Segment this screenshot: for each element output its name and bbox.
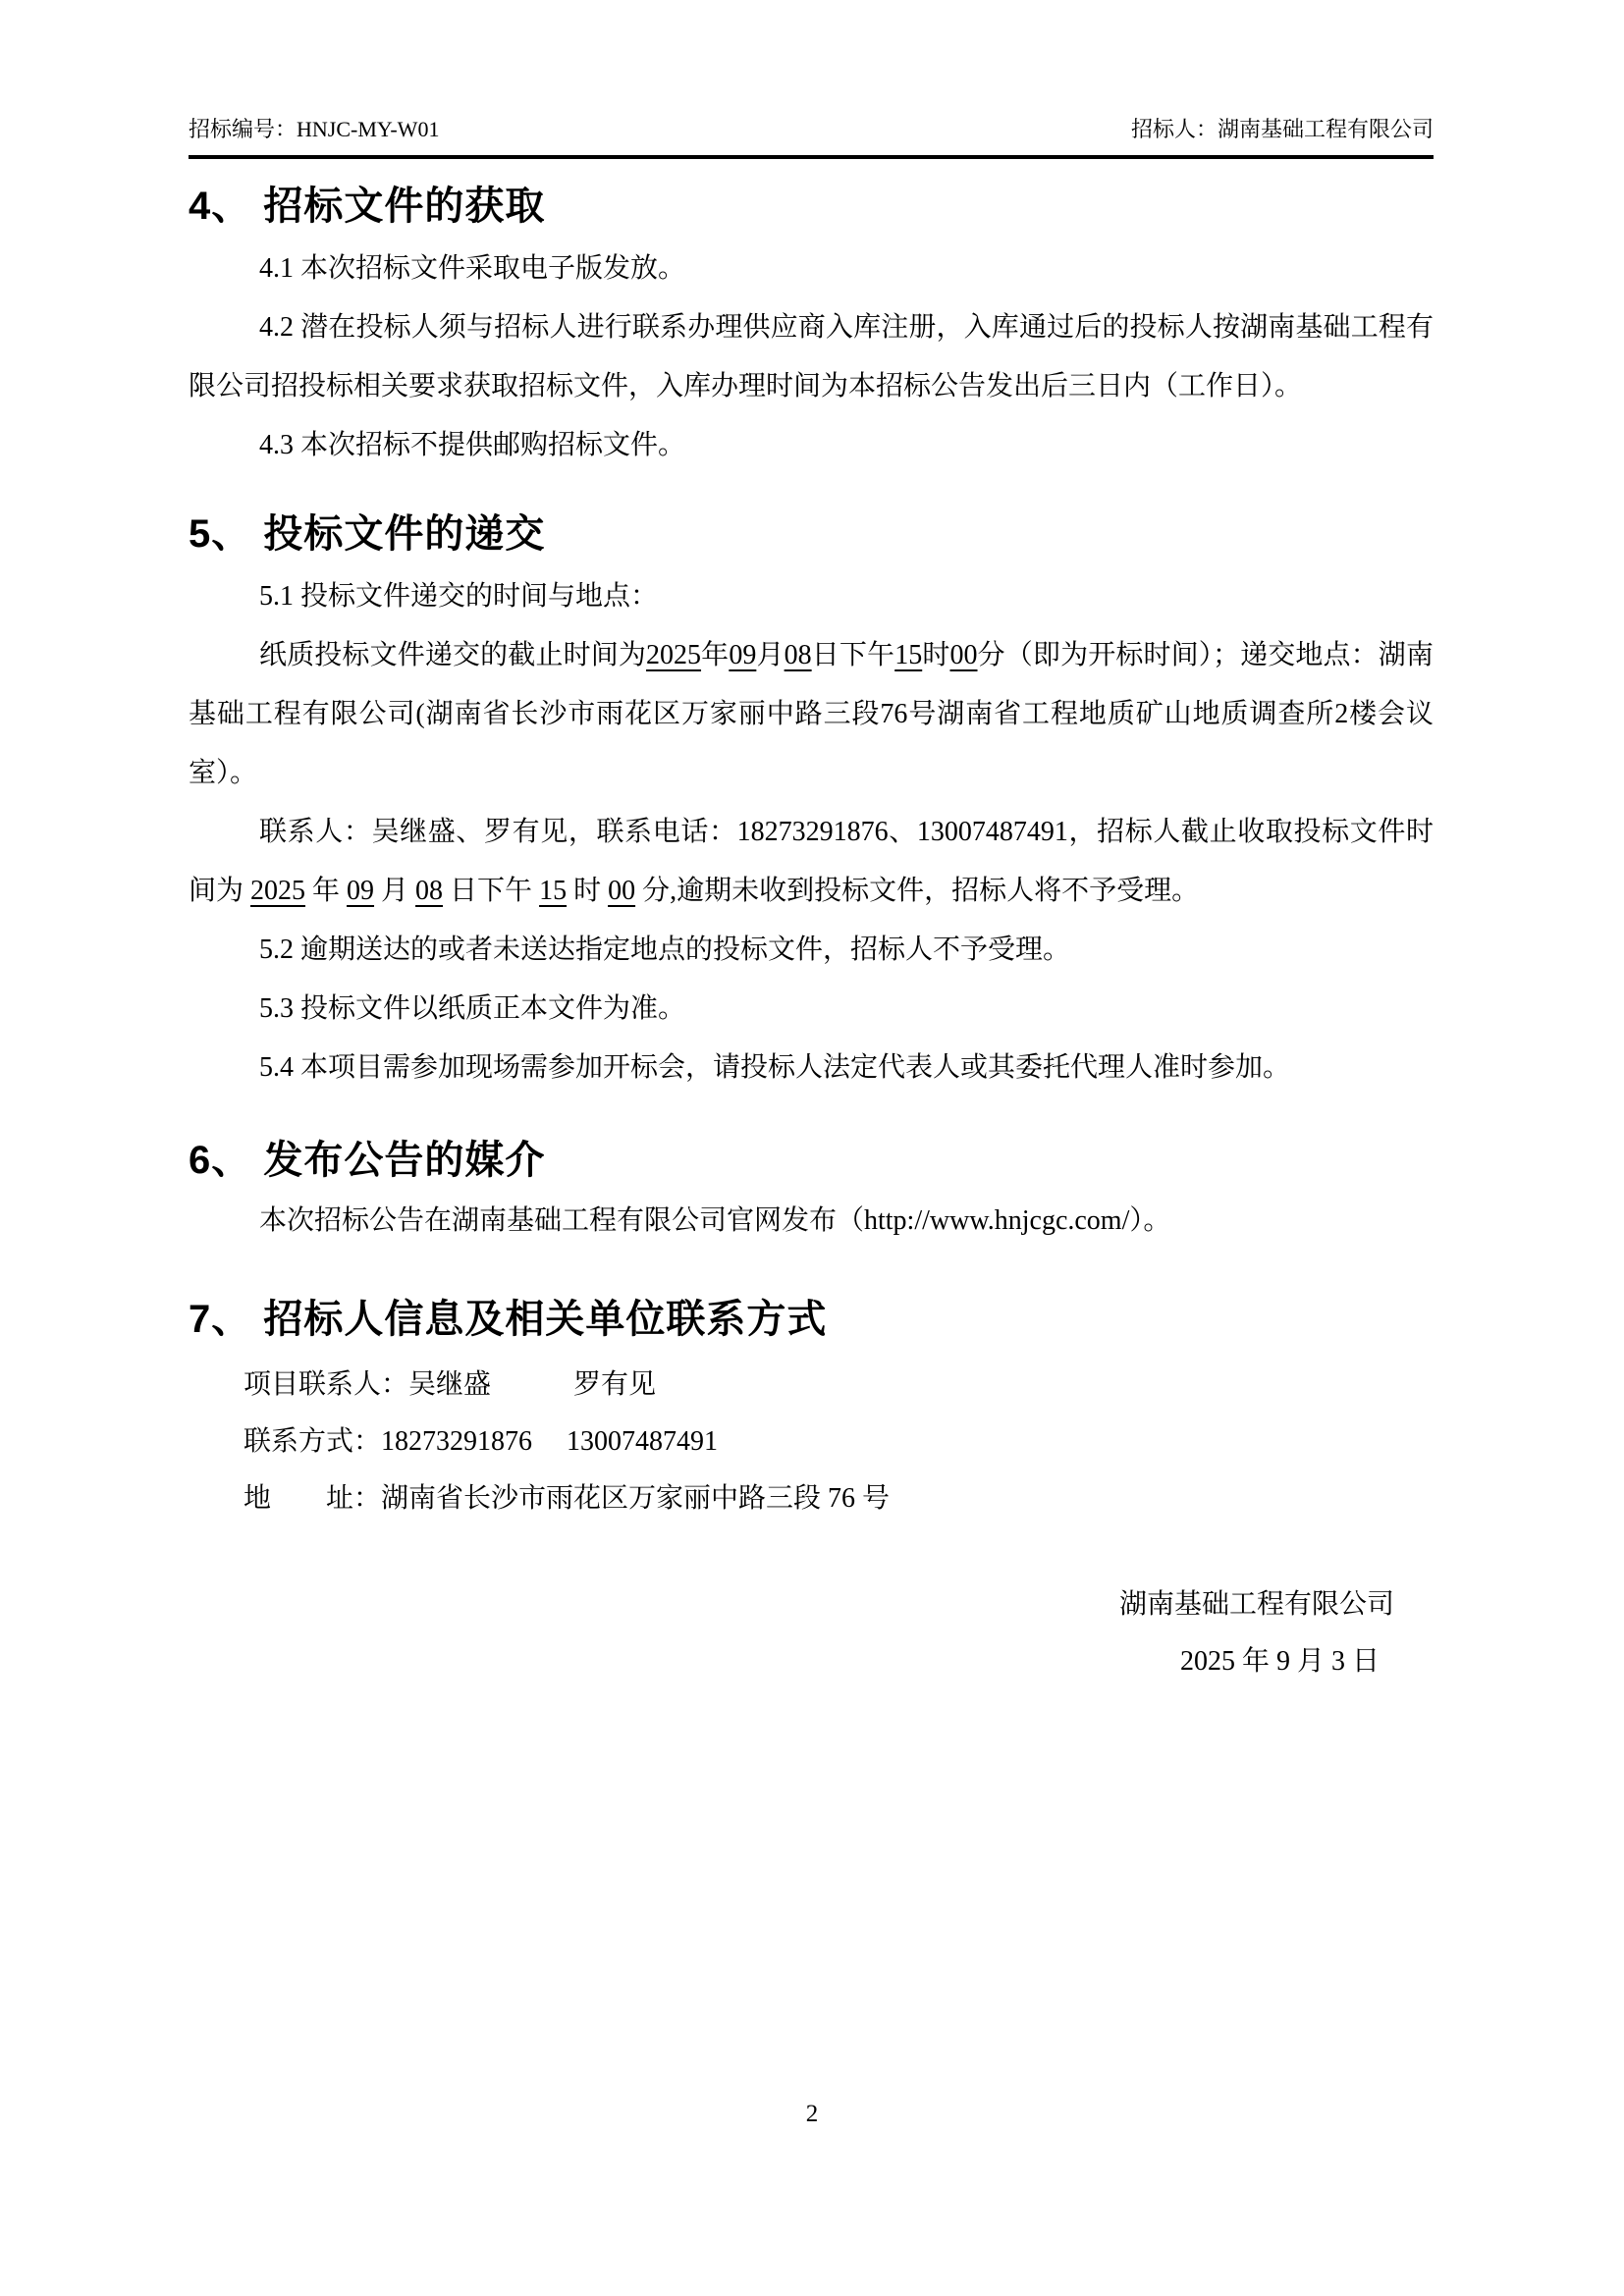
signature-date: 2025 年 9 月 3 日 (1179, 1646, 1380, 1678)
section-6-title: 6、 发布公告的媒介 (189, 1139, 546, 1183)
section-6-paragraph-media: 本次招标公告在湖南基础工程有限公司官网发布（http://www.hnjcgc.com/）。 (259, 1205, 1171, 1237)
text-segment: 15 (894, 640, 923, 671)
text-segment: 月 (756, 640, 785, 671)
text-segment: 15 (539, 876, 568, 907)
section-5-title: 5、 投标文件的递交 (189, 512, 546, 557)
text-segment: 年 (305, 876, 348, 907)
section-4-paragraph-4-2: 4.2 潜在投标人须与招标人进行联系办理供应商入库注册，入库通过后的投标人按湖南基础工程有限公司招投标相关要求获取招标文件，入库办理时间为本招标公告发出后三日内（工作日）。 (189, 312, 1434, 402)
text-segment: 2025 (250, 876, 306, 907)
signature-block (189, 1576, 1434, 1690)
text-segment: 日下午 (443, 876, 540, 907)
text-segment: 08 (784, 640, 812, 671)
section-4-title: 4、 招标文件的获取 (189, 185, 546, 229)
header-tender-number: 招标编号：HNJC-MY-W01 (189, 117, 440, 141)
section-5-paragraph-5-3: 5.3 投标文件以纸质正本文件为准。 (259, 993, 686, 1025)
contact-phone-line: 联系方式：18273291876 13007487491 (244, 1426, 719, 1458)
text-segment: 分,逾期未收到投标文件，招标人将不予受理。 (635, 876, 1200, 907)
section-5-paragraph-deadline (189, 626, 1434, 803)
section-7-title: 7、 招标人信息及相关单位联系方式 (189, 1298, 828, 1342)
page-number: 2 (805, 2101, 819, 2127)
section-4-paragraph-4-3: 4.3 本次招标不提供邮购招标文件。 (259, 430, 686, 461)
text-segment: 纸质投标文件递交的截止时间为 (259, 640, 647, 671)
section-4-paragraph-4-1: 4.1 本次招标文件采取电子版发放。 (259, 253, 686, 285)
section-5-paragraph-contacts (189, 803, 1434, 921)
text-segment: 00 (949, 640, 978, 671)
text-segment: 00 (608, 876, 636, 907)
text-segment: 08 (415, 876, 444, 907)
text-segment: 时 (922, 640, 950, 671)
text-segment: 时 (567, 876, 609, 907)
text-segment: 分（即为开标时间）；递交地点：湖南基础工程有限公司(湖南省长沙市雨花区万家丽中路三段76号湖南省工程地质矿山地质调查所2楼会议室）。 (189, 640, 1434, 789)
text-segment: 2025 (646, 640, 702, 671)
tenderer-info-block (189, 1357, 1434, 1527)
section-5-paragraph-5-2: 5.2 逾期送达的或者未送达指定地点的投标文件，招标人不予受理。 (259, 934, 1071, 966)
section-5-paragraph-5-1: 5.1 投标文件递交的时间与地点： (259, 581, 659, 613)
section-5-paragraph-5-4: 5.4 本项目需参加现场需参加开标会，请投标人法定代表人或其委托代理人准时参加。 (259, 1052, 1291, 1084)
page-header (189, 118, 1434, 159)
text-segment: 月 (374, 876, 416, 907)
text-segment: 日下午 (811, 640, 895, 671)
signature-company: 湖南基础工程有限公司 (1118, 1589, 1394, 1621)
text-segment: 联系人：吴继盛、罗有见，联系电话：18273291876、13007487491，招标人截止收取投标文件时间为 (189, 817, 1434, 907)
text-segment: 09 (347, 876, 375, 907)
text-segment: 09 (729, 640, 757, 671)
text-segment: 年 (701, 640, 730, 671)
project-contact-person-line: 项目联系人：吴继盛 罗有见 (244, 1369, 657, 1401)
address-line: 地 址：湖南省长沙市雨花区万家丽中路三段 76 号 (244, 1483, 891, 1515)
header-tenderer: 招标人：湖南基础工程有限公司 (1130, 117, 1434, 141)
